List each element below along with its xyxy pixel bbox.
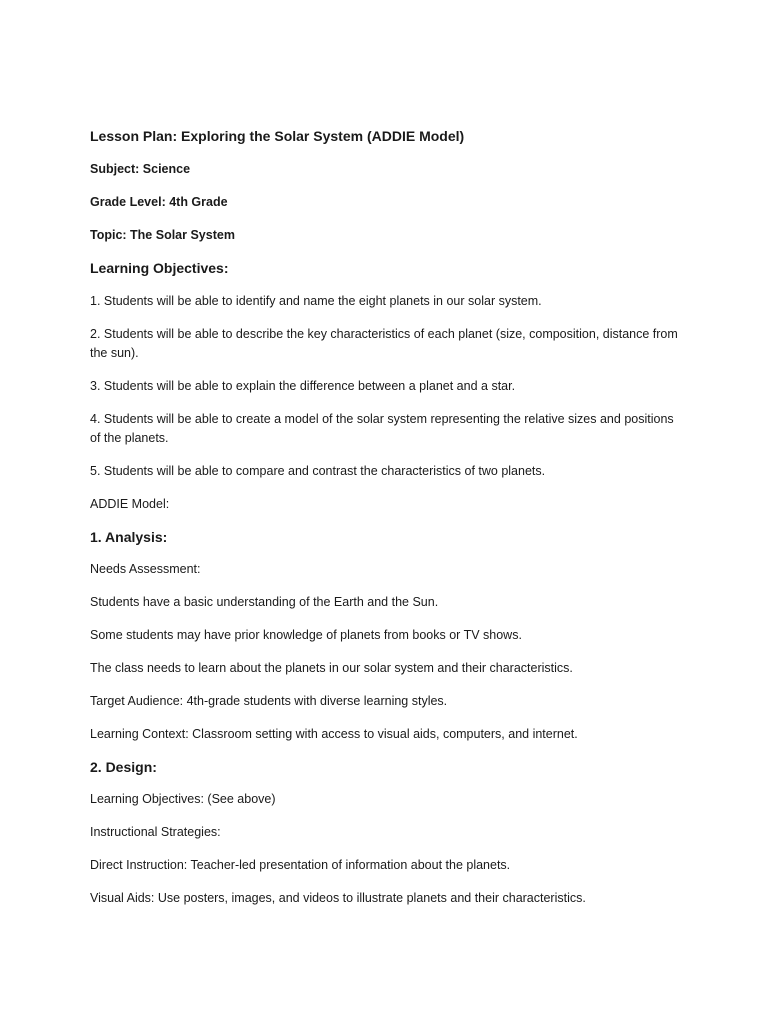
objectives-heading: Learning Objectives: [90, 260, 229, 276]
design-line: Learning Objectives: (See above) [90, 792, 276, 806]
topic-line: Topic: The Solar System [90, 228, 235, 242]
needs-assessment-label: Needs Assessment: [90, 562, 201, 576]
design-heading: 2. Design: [90, 759, 157, 775]
design-line: Visual Aids: Use posters, images, and videos to illustrate planets and their characteristics. [90, 891, 586, 905]
objective-item: 4. Students will be able to create a model of the solar system representing the relative sizes and positions of the planets. [90, 412, 674, 445]
document-page [90, 124, 680, 908]
subject-line: Subject: Science [90, 162, 191, 176]
analysis-line: The class needs to learn about the planets in our solar system and their characteristics. [90, 661, 573, 675]
document-title: Lesson Plan: Exploring the Solar System (ADDIE Model) [90, 128, 465, 144]
analysis-line: Learning Context: Classroom setting with access to visual aids, computers, and internet. [90, 727, 578, 741]
addie-model-label: ADDIE Model: [90, 497, 170, 511]
analysis-heading: 1. Analysis: [90, 529, 168, 545]
design-line: Instructional Strategies: [90, 825, 221, 839]
analysis-line: Target Audience: 4th-grade students with diverse learning styles. [90, 694, 448, 708]
grade-level-line: Grade Level: 4th Grade [90, 195, 228, 209]
objective-item: 5. Students will be able to compare and contrast the characteristics of two planets. [90, 464, 546, 478]
objective-item: 3. Students will be able to explain the difference between a planet and a star. [90, 379, 516, 393]
objective-item: 1. Students will be able to identify and name the eight planets in our solar system. [90, 294, 542, 308]
analysis-line: Some students may have prior knowledge of planets from books or TV shows. [90, 628, 522, 642]
design-line: Direct Instruction: Teacher-led presentation of information about the planets. [90, 858, 511, 872]
analysis-line: Students have a basic understanding of the Earth and the Sun. [90, 595, 439, 609]
objective-item: 2. Students will be able to describe the key characteristics of each planet (size, composition, distance from the sun). [90, 327, 678, 360]
